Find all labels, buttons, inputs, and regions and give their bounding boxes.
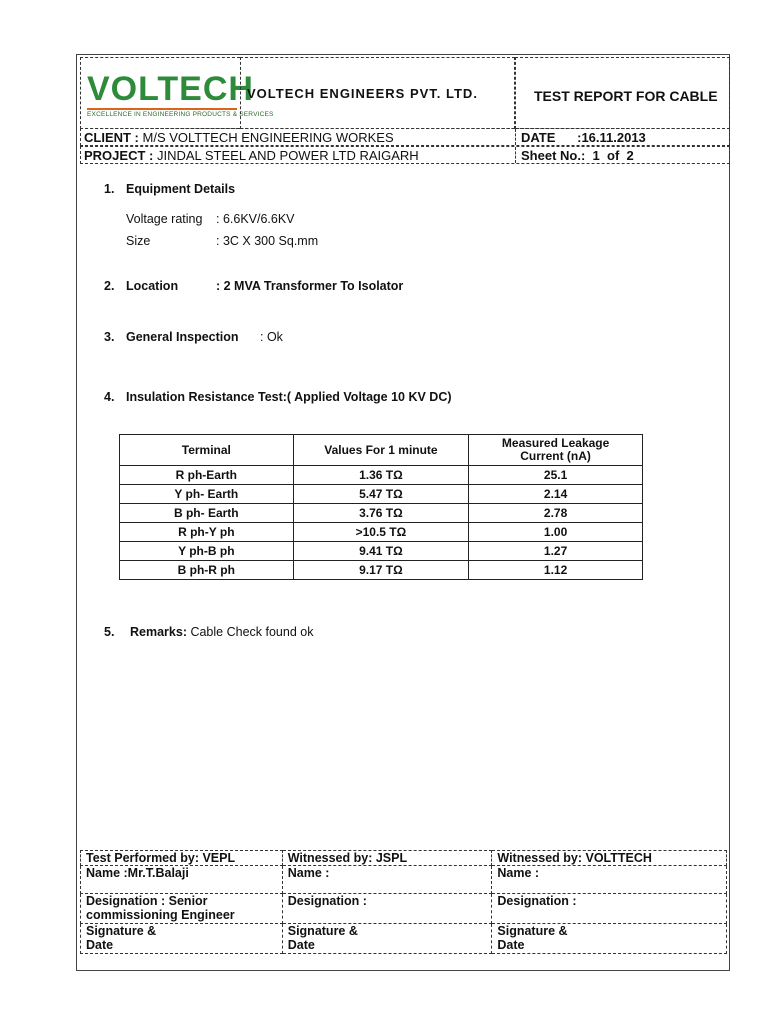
name-vepl: Name :Mr.T.Balaji — [81, 866, 283, 894]
name-volttech: Name : — [492, 866, 727, 894]
voltage-label: Voltage rating — [126, 212, 203, 226]
witnessed-by-volttech: Witnessed by: VOLTTECH — [492, 851, 727, 866]
section-insulation: 4. Insulation Resistance Test:( Applied Voltage 10 KV DC) — [104, 390, 452, 404]
date-cell: DATE :16.11.2013 — [521, 130, 646, 145]
table-row: B ph-R ph 9.17 TΩ 1.12 — [120, 561, 643, 580]
table-header-row — [120, 435, 643, 466]
company-name: VOLTECH ENGINEERS PVT. LTD. — [247, 86, 478, 101]
section-equipment: 1. Equipment Details — [104, 182, 236, 196]
designation-row — [81, 894, 727, 924]
witnessed-by-jspl: Witnessed by: JSPL — [282, 851, 492, 866]
designation-volttech: Designation : — [492, 894, 727, 924]
name-row — [81, 866, 727, 894]
logo-box — [80, 57, 274, 129]
table-row: Y ph- Earth 5.47 TΩ 2.14 — [120, 485, 643, 504]
name-jspl: Name : — [282, 866, 492, 894]
logo-tagline: EXCELLENCE IN ENGINEERING PRODUCTS & SERVICES — [87, 111, 274, 118]
size-label: Size — [126, 234, 151, 248]
signature-volttech: Signature & Date — [492, 924, 727, 954]
performed-by-vepl: Test Performed by: VEPL — [81, 851, 283, 866]
section-location: 2. Location — [104, 279, 179, 293]
client-cell: CLIENT : M/S VOLTTECH ENGINEERING WORKES — [81, 129, 516, 145]
designation-jspl: Designation : — [282, 894, 492, 924]
section-remarks: 5. Remarks: Cable Check found ok — [104, 625, 314, 639]
table-row: Y ph-B ph 9.41 TΩ 1.27 — [120, 542, 643, 561]
header-leakage: Measured Leakage Current (nA) — [469, 435, 643, 466]
table-row: R ph-Earth 1.36 TΩ 25.1 — [120, 466, 643, 485]
signature-jspl: Signature & Date — [282, 924, 492, 954]
designation-vepl: Designation : Senior commissioning Engineer — [81, 894, 283, 924]
company-box — [240, 57, 515, 129]
signoff-table — [80, 850, 727, 954]
insulation-table — [119, 434, 643, 580]
table-row: R ph-Y ph >10.5 TΩ 1.00 — [120, 523, 643, 542]
signature-row — [81, 924, 727, 954]
company-logo: VOLTECH — [87, 70, 254, 108]
signature-vepl: Signature & Date — [81, 924, 283, 954]
sheet-cell: Sheet No.: 1 of 2 — [521, 148, 634, 163]
section-inspection: 3. General Inspection : Ok — [104, 330, 283, 344]
performed-row — [81, 851, 727, 866]
logo-underline — [87, 108, 237, 110]
location-value: : 2 MVA Transformer To Isolator — [216, 279, 404, 293]
size-value: : 3C X 300 Sq.mm — [216, 234, 319, 248]
title-box — [515, 57, 730, 129]
client-row — [80, 128, 730, 146]
report-title: TEST REPORT FOR CABLE — [534, 88, 718, 104]
header-terminal: Terminal — [120, 435, 294, 466]
project-cell: PROJECT : JINDAL STEEL AND POWER LTD RAIGARH — [81, 147, 516, 163]
voltage-value: : 6.6KV/6.6KV — [216, 212, 295, 226]
table-row: B ph- Earth 3.76 TΩ 2.78 — [120, 504, 643, 523]
header-values: Values For 1 minute — [293, 435, 469, 466]
project-row — [80, 146, 730, 164]
